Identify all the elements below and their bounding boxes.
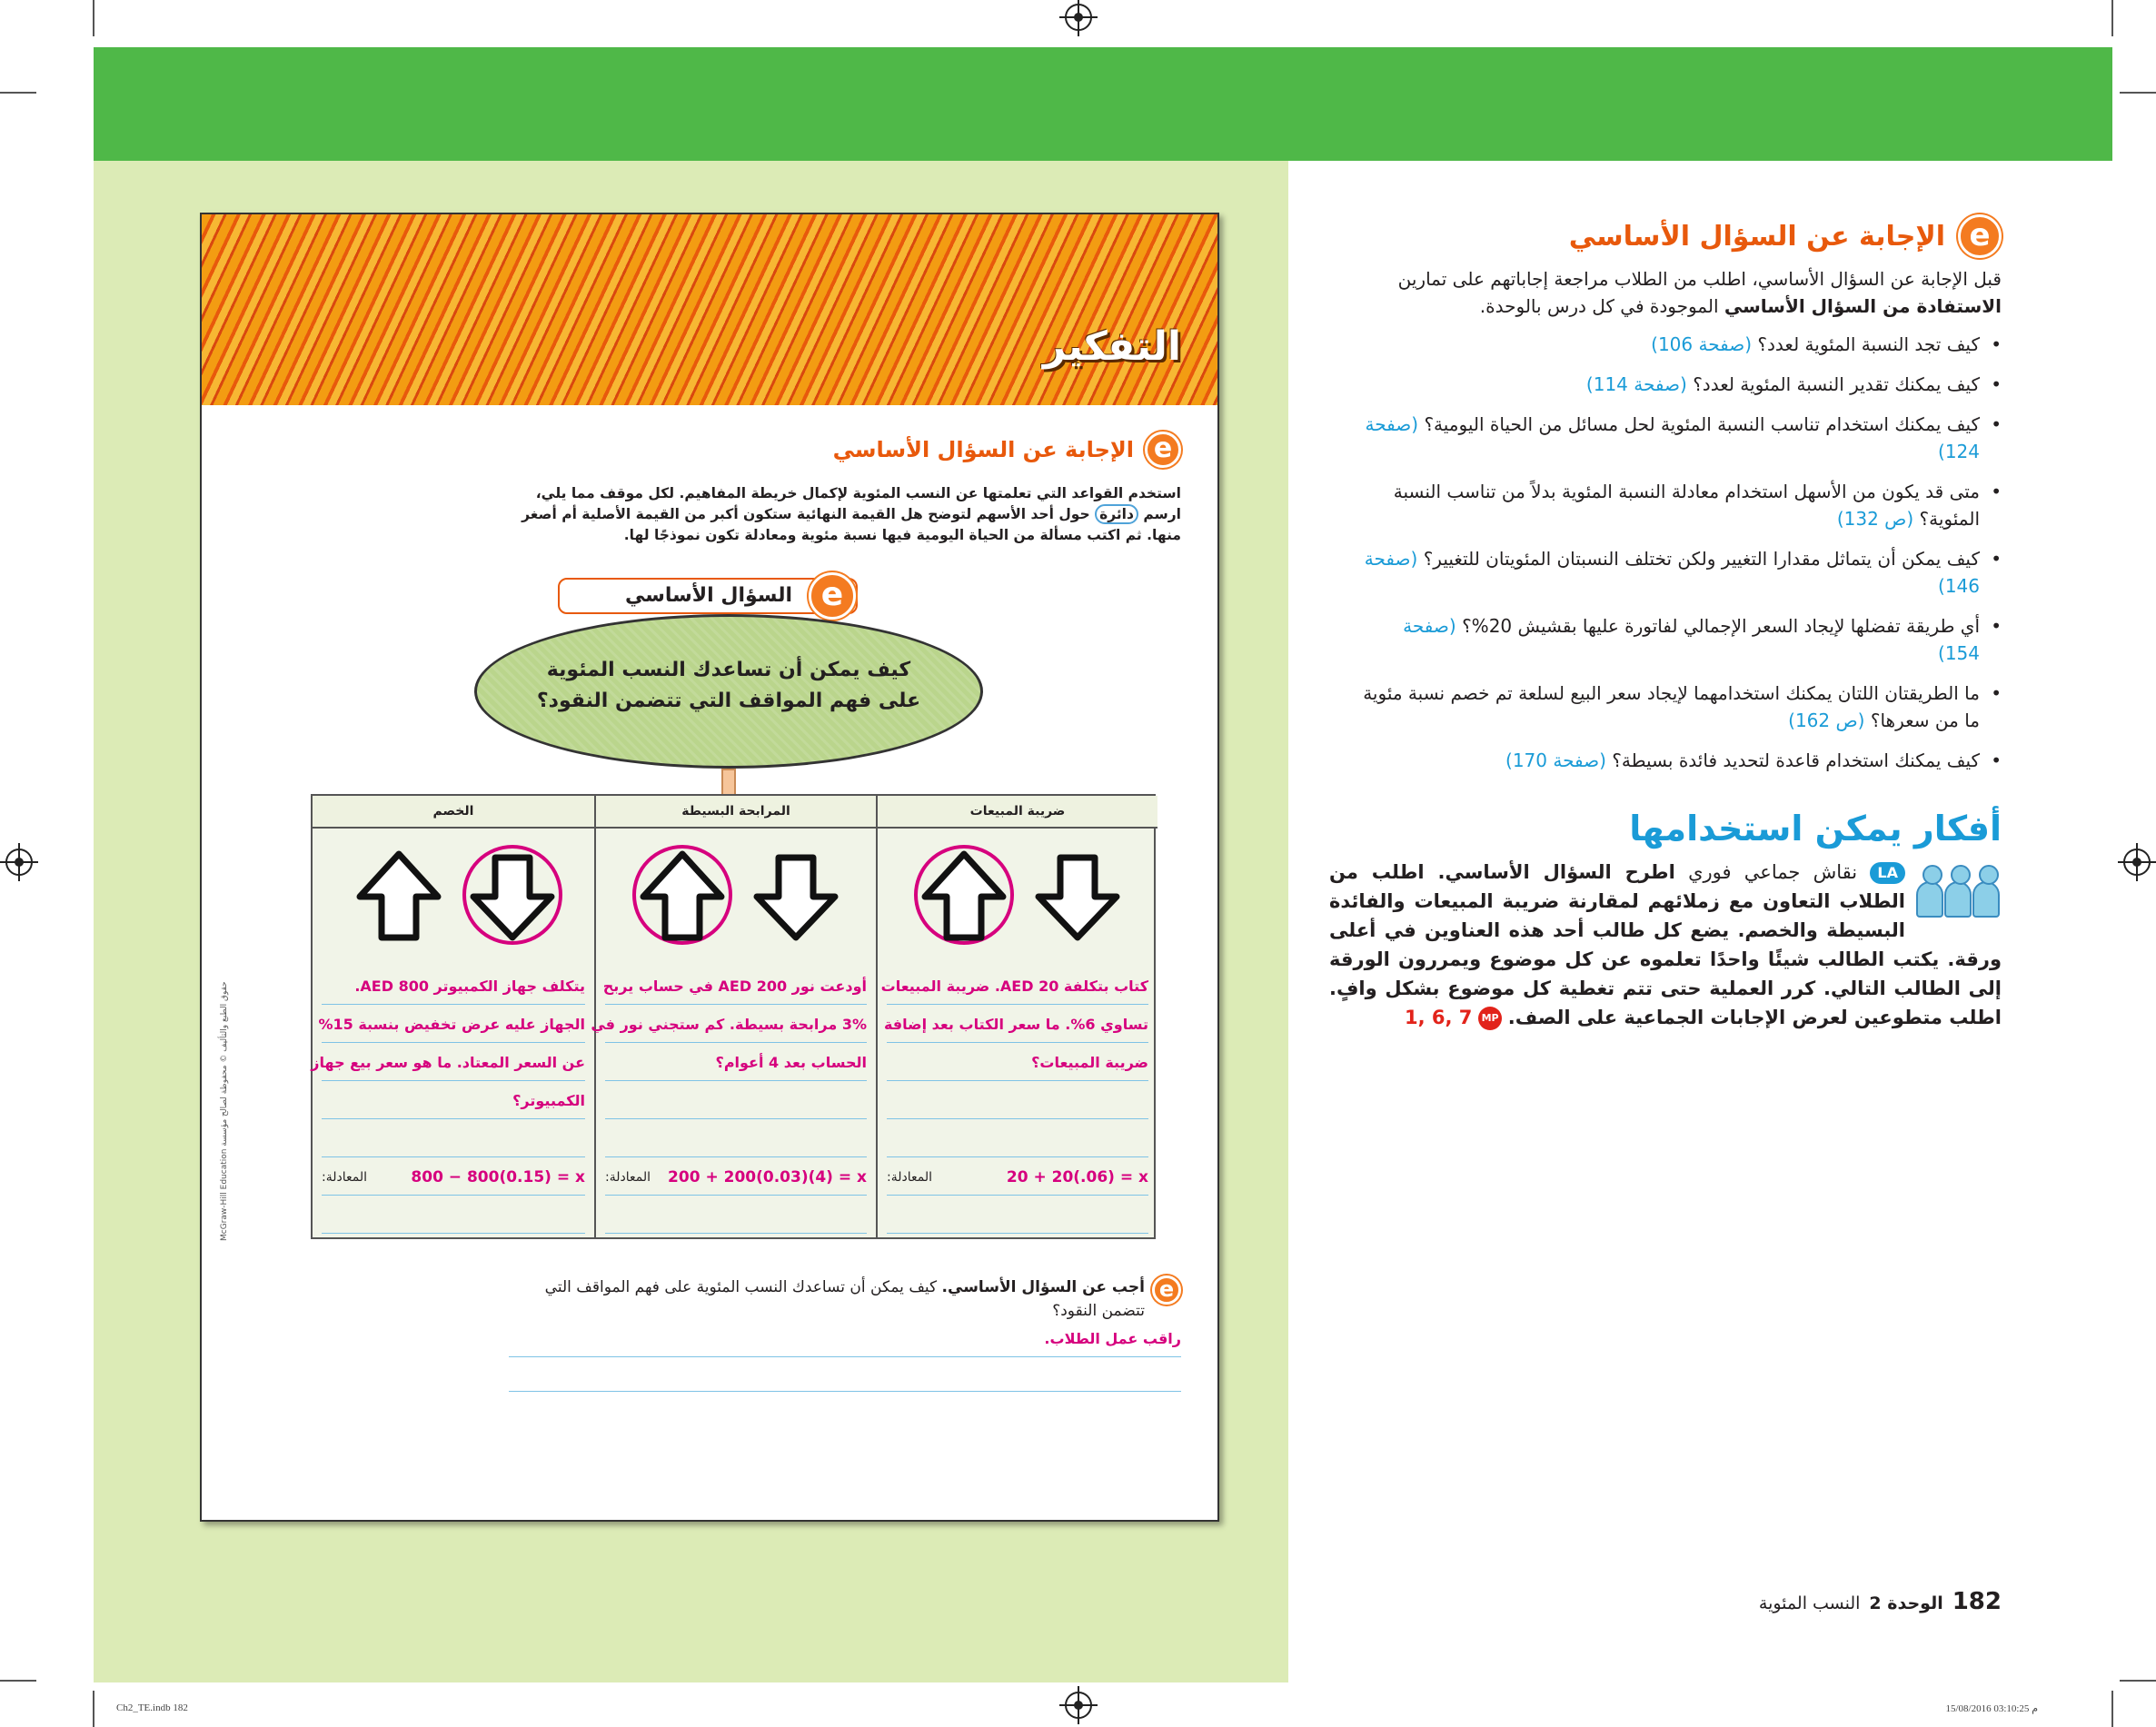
crop-mark bbox=[2120, 1680, 2156, 1682]
page-reference[interactable]: (صفحة 146) bbox=[1364, 548, 1980, 597]
crop-mark bbox=[0, 1680, 36, 1682]
blank-line bbox=[605, 1196, 867, 1234]
registration-mark bbox=[2123, 849, 2151, 876]
essential-question-icon: e bbox=[1145, 432, 1181, 468]
answer-line: كتاب بتكلفة AED 20. ضريبة المبيعات bbox=[887, 967, 1148, 1005]
equation-line bbox=[322, 1157, 585, 1196]
arrow-up-icon[interactable] bbox=[349, 847, 449, 947]
blank-line bbox=[887, 1119, 1148, 1157]
essential-question-icon: e bbox=[1958, 214, 2002, 258]
intro-part1: استخدم القواعد التي تعلمتها عن النسب المئوية لإكمال خريطة المفاهيم. لكل موقف مما يلي، ارسم bbox=[535, 485, 1181, 522]
group-people-icon bbox=[1914, 865, 2002, 918]
answer-response: راقب عمل الطلاب. bbox=[509, 1323, 1181, 1357]
answer-prompt bbox=[509, 1275, 1181, 1323]
crop-mark bbox=[93, 1691, 94, 1727]
arrow-up-icon[interactable] bbox=[632, 847, 732, 947]
answer-line: ضريبة المبيعات؟ bbox=[887, 1043, 1148, 1081]
file-slug: Ch2_TE.indb 182 bbox=[116, 1702, 188, 1713]
eq-tab-label: السؤال الأساسي bbox=[625, 584, 792, 607]
list-item: • كيف تجد النسبة المئوية لعدد؟ (صفحة 106) bbox=[1356, 331, 2002, 358]
answer-question: كيف يمكن أن تساعدك النسب المئوية على فهم المواقف التي تتضمن النقود؟ bbox=[544, 1278, 1145, 1320]
list-item: • كيف يمكن أن يتماثل مقدارا التغيير ولكن تختلف النسبتان المئويتان للتغيير؟ (صفحة 146) bbox=[1356, 545, 2002, 600]
answer-line: أودعت نور AED 200 في حساب يربح bbox=[605, 967, 867, 1005]
intro-circle-word: دائرة bbox=[1095, 504, 1138, 524]
page-reference[interactable]: (ص 162) bbox=[1788, 710, 1865, 731]
blank-line bbox=[322, 1196, 585, 1234]
page-footer bbox=[1759, 1588, 2002, 1615]
eq-heading-text: الإجابة عن السؤال الأساسي bbox=[832, 437, 1134, 462]
page-reference[interactable]: (ص 132) bbox=[1836, 508, 1914, 530]
equation-label: المعادلة: bbox=[887, 1170, 932, 1185]
list-item: • ما الطريقتان اللتان يمكنك استخدامهما لإيجاد سعر البيع لسلعة تم خصم نسبة مئوية ما من سعرها؟ (ص 162) bbox=[1356, 680, 2002, 734]
answer-line: الحساب بعد 4 أعوام؟ bbox=[605, 1043, 867, 1081]
student-page bbox=[200, 213, 1219, 1522]
crop-mark bbox=[2111, 0, 2113, 36]
registration-mark bbox=[1065, 1692, 1092, 1719]
crop-mark bbox=[2120, 92, 2156, 94]
answer-line: 3% مرابحة بسيطة. كم ستجني نور في bbox=[605, 1005, 867, 1043]
equation: 20 + 20(.06) = x bbox=[1006, 1168, 1148, 1186]
essential-question-icon: e bbox=[809, 572, 856, 620]
column-header: المرابحة البسيطة bbox=[596, 796, 876, 829]
column-sales-tax bbox=[876, 796, 1157, 1237]
crop-mark bbox=[0, 92, 36, 94]
blank-line bbox=[322, 1119, 585, 1157]
arrow-down-icon[interactable] bbox=[462, 847, 562, 947]
eq-heading bbox=[833, 429, 1181, 471]
header-band bbox=[94, 47, 2112, 161]
crop-mark bbox=[93, 0, 94, 36]
ideas-bold: اطرح السؤال الأساسي. اطلب من الطلاب التعاون مع زملائهم لمقارنة ضريبة المبيعات والفائدة البسيطة والخصم. يضع كل طالب أحد هذه العناوين في أعلى ورقة. يكتب الطالب شيئًا واحدًا تعلموه عن كل موضوع ويمررون الورقة إلى الطالب التالي. كرر العملية حتى تتم تغطية كل موضوع بشكل وافٍ. اطلب متطوعين لعرض الإجابات الجماعية على الصف. bbox=[1329, 861, 2002, 1028]
page-reference[interactable]: (صفحة 124) bbox=[1365, 413, 1980, 462]
essential-question-icon: e bbox=[1152, 1275, 1181, 1305]
teacher-intro-a: قبل الإجابة عن السؤال الأساسي، اطلب من الطلاب مراجعة إجاباتهم على تمارين bbox=[1397, 268, 2002, 290]
teacher-intro-bold: الاستفادة من السؤال الأساسي bbox=[1724, 295, 2002, 317]
teacher-intro bbox=[1329, 265, 2002, 320]
intro-instructions bbox=[509, 483, 1181, 546]
list-item: • كيف يمكنك تقدير النسبة المئوية لعدد؟ (صفحة 114) bbox=[1356, 371, 2002, 398]
answer-section bbox=[509, 1275, 1181, 1392]
la-badge: LA bbox=[1870, 862, 1905, 884]
arrow-down-icon[interactable] bbox=[1028, 847, 1128, 947]
banner bbox=[202, 214, 1217, 405]
column-header: الخصم bbox=[313, 796, 594, 829]
unit-label: الوحدة 2 bbox=[1869, 1593, 1943, 1613]
registration-mark bbox=[5, 849, 33, 876]
equation: 800 − 800(0.15) = x bbox=[411, 1168, 585, 1186]
page-number: 182 bbox=[1952, 1588, 2002, 1615]
answer-line: عن السعر المعتاد. ما هو سعر بيع جهاز bbox=[322, 1043, 585, 1081]
answer-line bbox=[887, 1081, 1148, 1119]
page-reference[interactable]: (صفحة 114) bbox=[1585, 373, 1687, 395]
crop-mark bbox=[2111, 1691, 2113, 1727]
list-item: • كيف يمكنك استخدام قاعدة لتحديد فائدة بسيطة؟ (صفحة 170) bbox=[1356, 747, 2002, 774]
list-item: • متى قد يكون من الأسهل استخدام معادلة النسبة المئوية بدلاً من تناسب النسبة المئوية؟ (ص 132) bbox=[1356, 478, 2002, 532]
page-reference[interactable]: (صفحة 154) bbox=[1403, 615, 1980, 664]
answer-line: يتكلف جهاز الكمبيوتر AED 800. bbox=[322, 967, 585, 1005]
ideas-title: أفكار يمكن استخدامها bbox=[1629, 809, 2002, 849]
banner-title: التفكير bbox=[1042, 323, 1181, 370]
equation: 200 + 200(0.03)(4) = x bbox=[668, 1168, 867, 1186]
list-item: • كيف يمكنك استخدام تناسب النسبة المئوية لحل مسائل من الحياة اليومية؟ (صفحة 124) bbox=[1356, 411, 2002, 465]
ideas-paragraph bbox=[1329, 858, 2002, 1032]
column-simple-interest bbox=[591, 796, 876, 1237]
page-reference[interactable]: (صفحة 170) bbox=[1505, 749, 1606, 771]
teacher-eq-heading-text: الإجابة عن السؤال الأساسي bbox=[1568, 220, 1945, 253]
blank-line bbox=[509, 1357, 1181, 1392]
teacher-intro-b: الموجودة في كل درس بالوحدة. bbox=[1479, 295, 1719, 317]
equation-label: المعادلة: bbox=[605, 1170, 651, 1185]
answer-line bbox=[605, 1081, 867, 1119]
concept-map bbox=[311, 794, 1156, 1239]
mp-badge: MP bbox=[1478, 1007, 1502, 1030]
answer-line: الجهاز عليه عرض تخفيض بنسبة 15% bbox=[322, 1005, 585, 1043]
blank-line bbox=[605, 1119, 867, 1157]
teacher-eq-heading bbox=[1569, 214, 2002, 258]
intro-part2: حول أحد الأسهم لتوضح هل القيمة النهائية ستكون أكبر من القيمة الأصلية أم أصغر منها. ثم اكتب مسألة من الحياة اليومية فيها نسبة مئوية ومعادلة تكون نموذجًا لها. bbox=[522, 506, 1181, 543]
registration-mark bbox=[1065, 4, 1092, 31]
arrow-down-icon[interactable] bbox=[746, 847, 846, 947]
answer-line: تساوي 6%. ما سعر الكتاب بعد إضافة bbox=[887, 1005, 1148, 1043]
equation-label: المعادلة: bbox=[322, 1170, 367, 1185]
date-slug: 15/08/2016 03:10:25 م bbox=[1945, 1703, 2038, 1714]
list-item: • أي طريقة تفضلها لإيجاد السعر الإجمالي لفاتورة عليها بقشيش 20%؟ (صفحة 154) bbox=[1356, 612, 2002, 667]
arrow-up-icon[interactable] bbox=[914, 847, 1014, 947]
mp-numbers: 1, 6, 7 bbox=[1405, 1007, 1473, 1028]
column-header: ضريبة المبيعات bbox=[878, 796, 1157, 829]
blank-line bbox=[887, 1196, 1148, 1234]
ideas-label: نقاش جماعي فوري bbox=[1688, 861, 1858, 883]
unit-title: النسب المئوية bbox=[1758, 1593, 1861, 1613]
review-questions bbox=[1356, 331, 2002, 787]
question-cloud bbox=[474, 614, 983, 769]
essential-question: كيف يمكن أن تساعدك النسب المئوية على فهم المواقف التي تتضمن النقود؟ bbox=[536, 659, 921, 712]
essential-question-tab bbox=[558, 578, 858, 614]
answer-line: الكمبيوتر؟ bbox=[322, 1081, 585, 1119]
equation-line bbox=[887, 1157, 1148, 1196]
answer-label: أجب عن السؤال الأساسي. bbox=[941, 1278, 1145, 1296]
column-discount bbox=[313, 796, 594, 1237]
equation-line bbox=[605, 1157, 867, 1196]
copyright: McGraw-Hill Education حقوق الطبع والتأليف © محفوظة لصالح مؤسسة bbox=[220, 981, 229, 1241]
page-reference[interactable]: (صفحة 106) bbox=[1651, 333, 1753, 355]
